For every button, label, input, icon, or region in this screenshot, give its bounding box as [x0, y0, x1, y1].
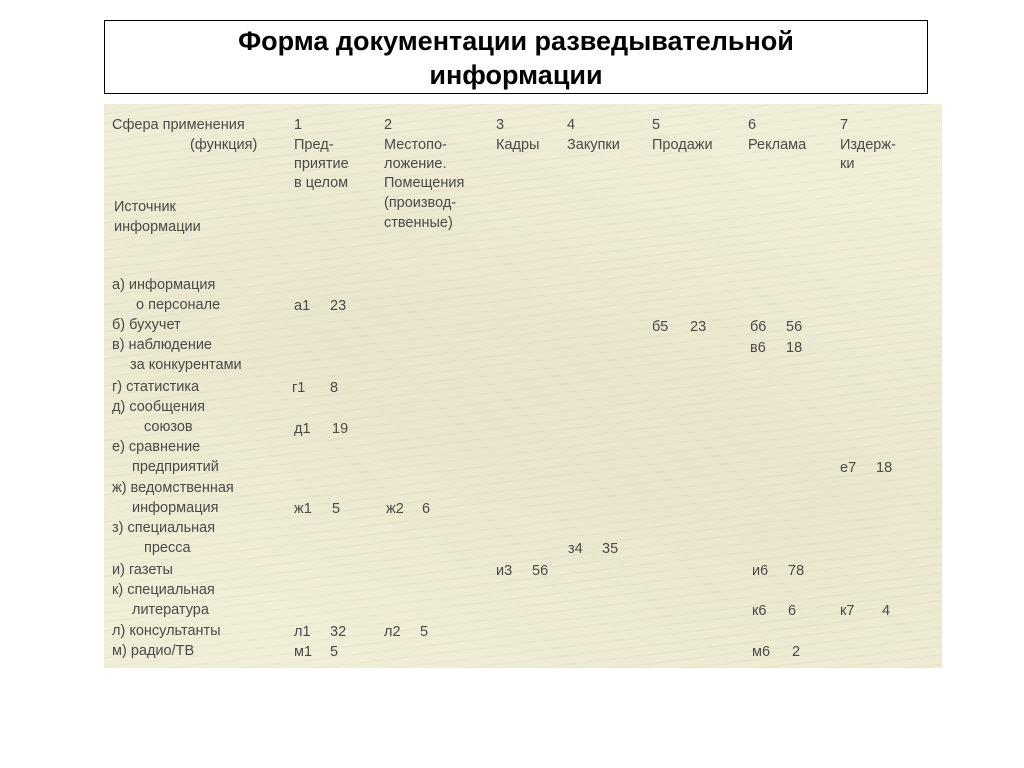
row-m-label: м) радио/ТВ: [112, 643, 195, 659]
cell-code: г1: [292, 380, 306, 396]
row-d-label-1: д) сообщения: [112, 399, 205, 415]
title-line-2: информации: [429, 60, 603, 90]
row-z-label-2: пресса: [144, 540, 191, 556]
cell-value: 18: [876, 460, 893, 476]
cell-code: а1: [294, 298, 311, 314]
sphere-label: Сфера применения: [112, 117, 245, 133]
cell-value: 56: [786, 319, 803, 335]
row-d-label-2: союзов: [144, 419, 193, 435]
col-2-line-3: Помещения: [384, 175, 465, 191]
col-7-number: 7: [840, 117, 849, 133]
col-2-line-1: Местопо-: [384, 137, 447, 153]
col-6-line-1: Реклама: [748, 137, 807, 153]
row-k-label-2: литература: [132, 602, 209, 618]
col-7-line-2: ки: [840, 156, 855, 172]
cell-value: 56: [532, 563, 549, 579]
sphere-sublabel: (функция): [190, 137, 258, 153]
row-a-label-2: о персонале: [136, 297, 221, 313]
col-2-number: 2: [384, 117, 393, 133]
page-title: [104, 20, 928, 94]
cell-code: м1: [294, 644, 313, 660]
cell-code: б6: [750, 319, 767, 335]
row-v-label-1: в) наблюдение: [112, 337, 212, 353]
cell-value: 2: [792, 644, 801, 660]
cell-value: 5: [330, 644, 339, 660]
cell-value: 5: [420, 624, 429, 640]
cell-value: 35: [602, 541, 619, 557]
col-1-line-1: Пред-: [294, 137, 334, 153]
col-1-number: 1: [294, 117, 303, 133]
col-3-line-1: Кадры: [496, 137, 540, 153]
row-z-label-1: з) специальная: [112, 520, 216, 536]
cell-code: м6: [752, 644, 771, 660]
source-label: Источник: [114, 199, 176, 215]
row-e-label-2: предприятий: [132, 459, 219, 475]
cell-value: 6: [422, 501, 431, 517]
col-5-line-1: Продажи: [652, 137, 713, 153]
cell-code: и6: [752, 563, 769, 579]
col-1-line-2: приятие: [294, 156, 349, 172]
cell-value: 32: [330, 624, 347, 640]
col-2-line-4: (производ-: [384, 195, 457, 211]
row-e-label-1: е) сравнение: [112, 439, 201, 455]
cell-code: д1: [294, 421, 311, 437]
title-line-1: Форма документации разведывательной: [238, 26, 794, 56]
col-1-line-3: в целом: [294, 175, 349, 191]
cell-value: 23: [330, 298, 347, 314]
col-4-number: 4: [567, 117, 576, 133]
cell-code: в6: [750, 340, 766, 356]
scanned-table: [104, 104, 942, 668]
col-3-number: 3: [496, 117, 505, 133]
cell-value: 18: [786, 340, 803, 356]
cell-value: 78: [788, 563, 805, 579]
row-b-label: б) бухучет: [112, 317, 181, 333]
row-g-label: г) статистика: [112, 379, 200, 395]
row-i-label: и) газеты: [112, 562, 173, 578]
cell-value: 5: [332, 501, 341, 517]
cell-code: к6: [752, 603, 767, 619]
row-k-label-1: к) специальная: [112, 582, 215, 598]
row-zh-label-1: ж) ведомственная: [112, 480, 234, 496]
cell-value: 19: [332, 421, 349, 437]
col-2-line-2: ложение.: [384, 156, 447, 172]
cell-code: ж1: [294, 501, 312, 517]
row-v-label-2: за конкурентами: [130, 357, 242, 373]
col-2-line-5: ственные): [384, 215, 453, 231]
source-sublabel: информации: [114, 219, 201, 235]
cell-code: б5: [652, 319, 669, 335]
cell-code: ж2: [386, 501, 404, 517]
row-zh-label-2: информация: [132, 500, 219, 516]
cell-code: е7: [840, 460, 857, 476]
cell-code: к7: [840, 603, 855, 619]
row-a-label-1: а) информация: [112, 277, 216, 293]
row-l-label: л) консультанты: [112, 623, 221, 639]
cell-value: 8: [330, 380, 339, 396]
cell-code: и3: [496, 563, 513, 579]
col-5-number: 5: [652, 117, 661, 133]
col-7-line-1: Издерж-: [840, 137, 896, 153]
col-4-line-1: Закупки: [567, 137, 620, 153]
cell-code: л1: [294, 624, 311, 640]
cell-value: 23: [690, 319, 707, 335]
col-6-number: 6: [748, 117, 757, 133]
cell-code: л2: [384, 624, 401, 640]
cell-value: 4: [882, 603, 891, 619]
cell-value: 6: [788, 603, 797, 619]
cell-code: з4: [568, 541, 583, 557]
